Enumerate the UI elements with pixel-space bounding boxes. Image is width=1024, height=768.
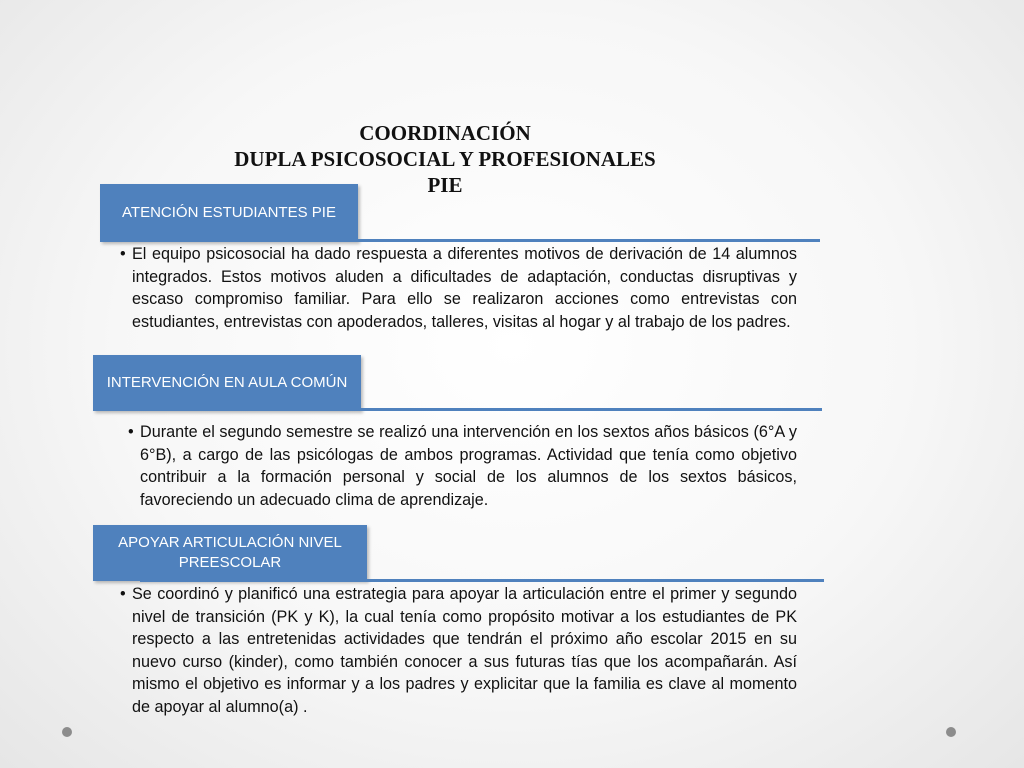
bullet-icon: • (128, 423, 134, 441)
section-header-atencion (100, 184, 358, 242)
section-body-atencion (120, 243, 797, 333)
title-line-3: PIE (427, 173, 463, 197)
section-header-label: APOYAR ARTICULACIÓN NIVEL PREESCOLAR (118, 534, 342, 571)
corner-dot-icon (62, 727, 72, 737)
section-rule (100, 408, 822, 411)
section-body-intervencion (128, 421, 797, 511)
section-text: Se coordinó y planificó una estrategia para apoyar la articulación entre el primer y segundo nivel de transición (PK y K), la cual tenía como propósito motivar a los estudiantes de PK respecto a las entretenidas actividades que tendrán el próximo año escolar 2015 en su nuevo curso (kinder), como también conocer a sus futuras tías que los acompañarán. Así mismo el objetivo es informar y a los padres y explicitar que la familia es clave al momento de apoyar al alumno(a) . (132, 585, 797, 716)
section-header-articulacion (93, 525, 367, 581)
title-line-2: DUPLA PSICOSOCIAL Y PROFESIONALES (234, 147, 656, 171)
title-line-1: COORDINACIÓN (359, 121, 531, 145)
section-rule (140, 579, 824, 582)
section-header-label: INTERVENCIÓN EN AULA COMÚN (106, 374, 348, 391)
section-text: Durante el segundo semestre se realizó una intervención en los sextos años básicos (6°A y 6°B), a cargo de las psicólogas de ambos programas. Actividad que tenía como objetivo contribuir a la formación personal y social de los alumnos de los sextos básicos, favoreciendo un adecuado clima de aprendizaje. (140, 423, 797, 509)
bullet-icon: • (120, 245, 126, 263)
section-text: El equipo psicosocial ha dado respuesta a diferentes motivos de derivación de 14 alumnos integrados. Estos motivos aluden a dificultades de adaptación, conductas disruptivas y escaso compromiso familiar. Para ello se realizaron acciones como entrevistas con estudiantes, entrevistas con apoderados, talleres, visitas al hogar y al trabajo de los padres. (132, 245, 797, 331)
bullet-icon: • (120, 585, 126, 603)
section-rule (100, 239, 820, 242)
corner-dot-icon (946, 727, 956, 737)
section-header-intervencion (93, 355, 361, 411)
section-header-label: ATENCIÓN ESTUDIANTES PIE (122, 204, 336, 221)
section-body-articulacion (120, 583, 797, 718)
